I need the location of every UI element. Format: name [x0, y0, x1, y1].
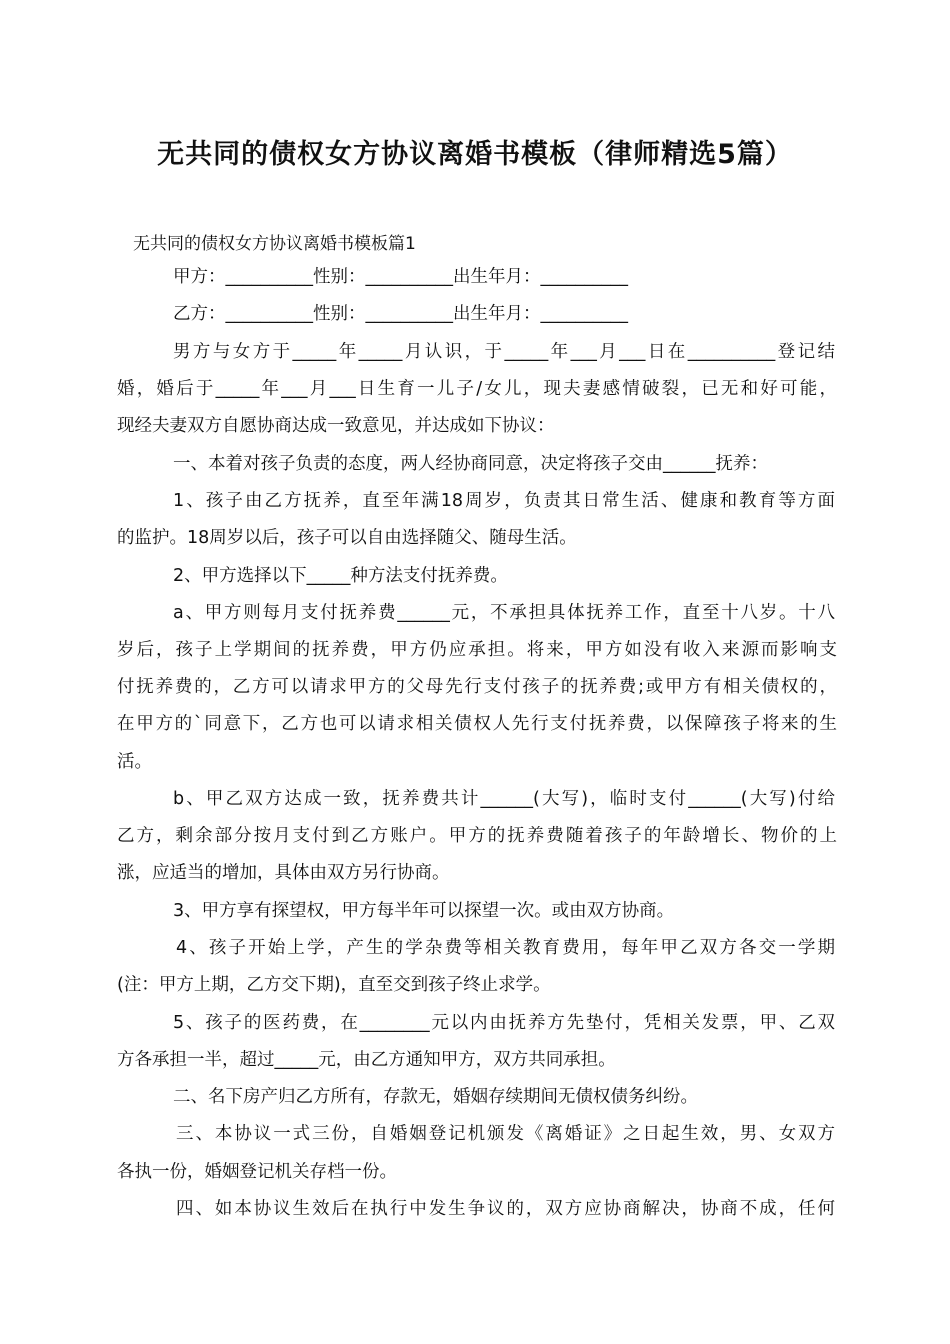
clause-line: 一、本着对孩子负责的态度，两人经协商同意，决定将孩子交由______抚养： [173, 454, 768, 474]
section-heading: 无共同的债权女方协议离婚书模板篇1 [133, 234, 416, 254]
paragraph-line: 现经夫妻双方自愿协商达成一致意见，并达成如下协议： [117, 416, 555, 436]
clause-line: 活。 [117, 752, 152, 772]
clause-line: 2、甲方选择以下_____种方法支付抚养费。 [173, 566, 508, 586]
clause-line: 三、本协议一式三份，自婚姻登记机颁发《离婚证》之日起生效，男、女双方 [176, 1124, 835, 1144]
clause-line: 二、名下房产归乙方所有，存款无，婚姻存续期间无债权债务纠纷。 [173, 1087, 698, 1107]
clause-line: 付抚养费的，乙方可以请求甲方的父母先行支付孩子的抚养费;或甲方有相关债权的， [117, 677, 837, 697]
paragraph-line: 婚，婚后于_____年___月___日生育一儿子/女儿，现夫妻感情破裂，已无和好可能， [117, 379, 837, 399]
clause-line: b、甲乙双方达成一致，抚养费共计______(大写)，临时支付______(大写)付给 [173, 789, 835, 809]
clause-line: 1、孩子由乙方抚养，直至年满18周岁，负责其日常生活、健康和教育等方面 [173, 491, 835, 511]
clause-line: 在甲方的`同意下，乙方也可以请求相关债权人先行支付抚养费，以保障孩子将来的生 [117, 714, 837, 734]
document-title: 无共同的债权女方协议离婚书模板（律师精选5篇） [157, 139, 793, 170]
clause-line: 4、孩子开始上学，产生的学杂费等相关教育费用，每年甲乙双方各交一学期 [176, 938, 835, 958]
clause-line: 岁后，孩子上学期间的抚养费，甲方仍应承担。将来，甲方如没有收入来源而影响支 [117, 640, 837, 660]
paragraph-line: 男方与女方于_____年_____月认识，于_____年___月___日在__________登记结 [173, 342, 835, 362]
clause-line: 涨，应适当的增加，具体由双方另行协商。 [117, 863, 450, 883]
clause-line: 乙方，剩余部分按月支付到乙方账户。甲方的抚养费随着孩子的年龄增长、物价的上 [117, 826, 837, 846]
clause-line: (注：甲方上期，乙方交下期)，直至交到孩子终止求学。 [117, 975, 551, 995]
clause-line: 的监护。18周岁以后，孩子可以自由选择随父、随母生活。 [117, 528, 577, 548]
clause-line: 3、甲方享有探望权，甲方每半年可以探望一次。或由双方协商。 [173, 901, 675, 921]
clause-line: a、甲方则每月支付抚养费______元，不承担具体抚养工作，直至十八岁。十八 [173, 603, 835, 623]
clause-line: 各执一份，婚姻登记机关存档一份。 [117, 1162, 397, 1182]
party-b-line: 乙方：__________性别：__________出生年月：__________ [173, 304, 628, 324]
clause-line: 四、如本协议生效后在执行中发生争议的，双方应协商解决，协商不成，任何 [176, 1199, 835, 1219]
clause-line: 5、孩子的医药费，在________元以内由抚养方先垫付，凭相关发票，甲、乙双 [173, 1013, 835, 1033]
clause-line: 方各承担一半，超过_____元，由乙方通知甲方，双方共同承担。 [117, 1050, 616, 1070]
party-a-line: 甲方：__________性别：__________出生年月：__________ [173, 267, 628, 287]
